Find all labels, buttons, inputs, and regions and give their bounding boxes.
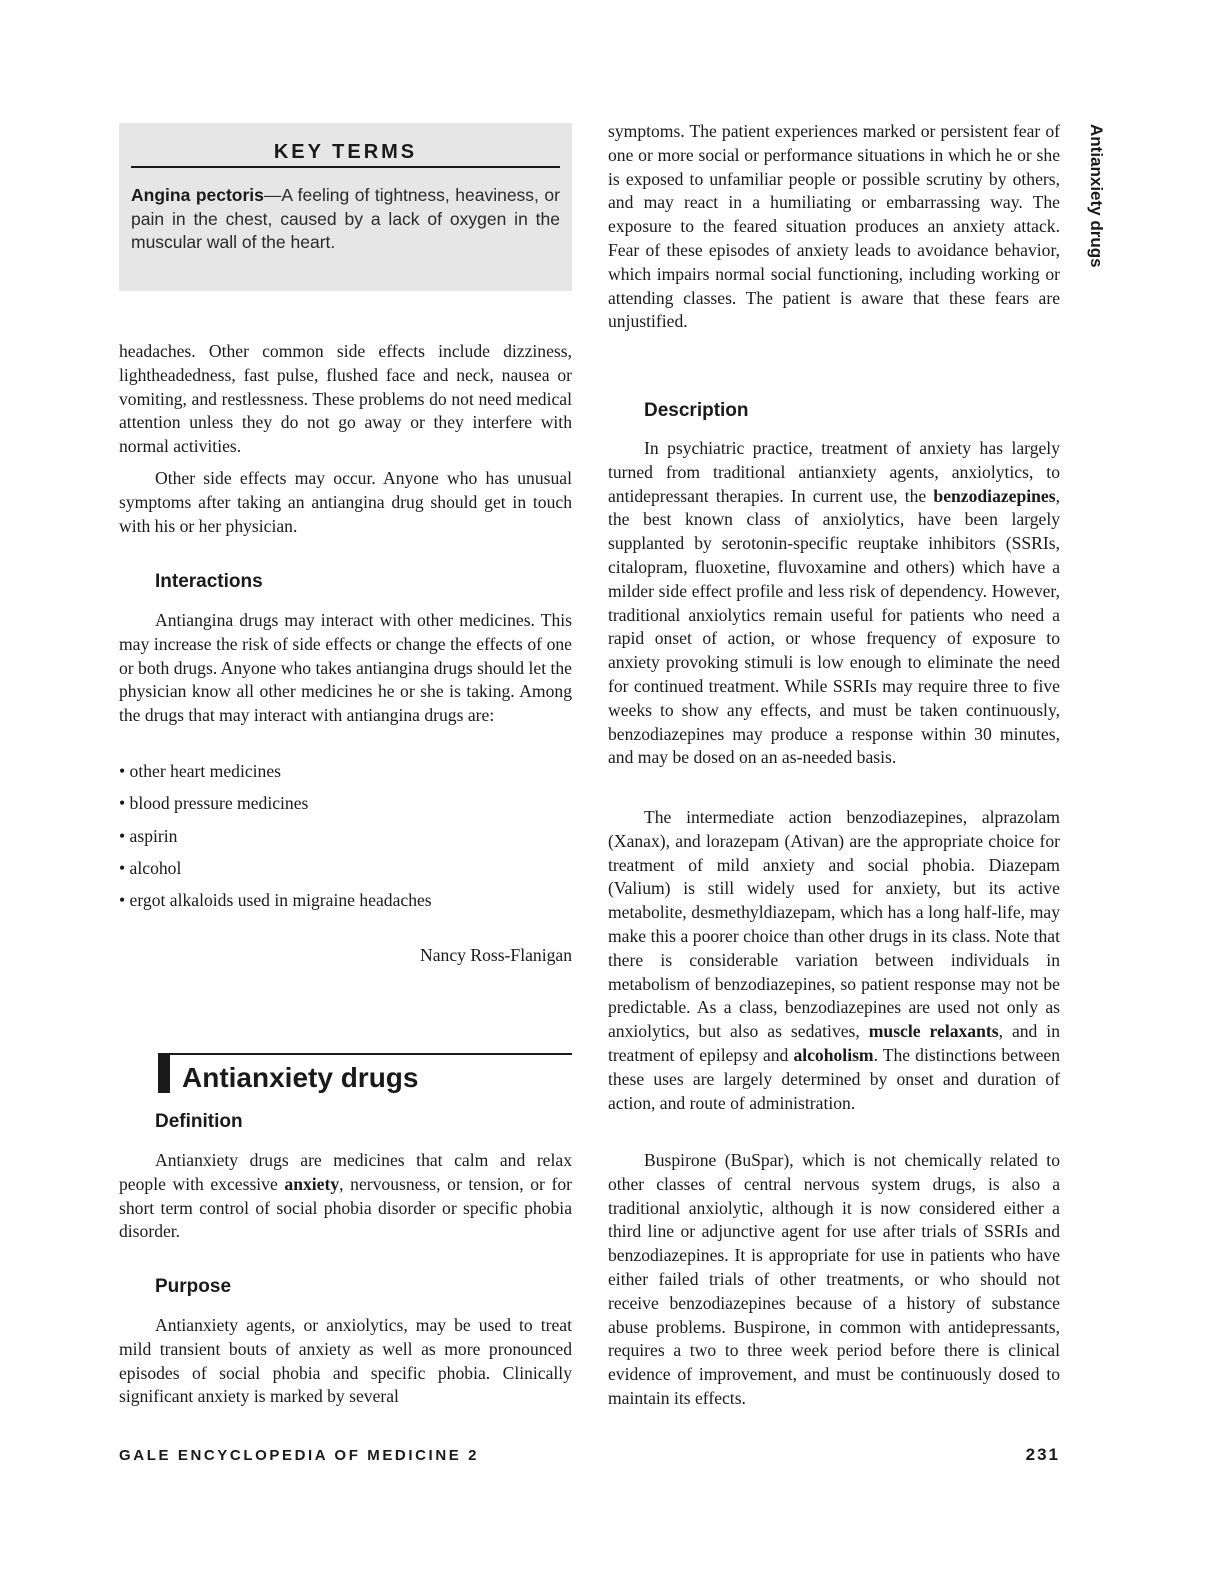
bullet-item: • aspirin	[119, 826, 178, 846]
desc-p1-text-a: In psychiatric practice, treatment of anxiety has largely turned from traditional antianxiety agents, anxiolytics, to antidepressant therapies. In current use, the	[608, 438, 1060, 506]
desc-p2-text-a: The intermediate action benzodiazepines, alprazolam (Xanax), and lorazepam (Ativan) are the appropriate choice for treatment of mild anxiety and social phobia. Diazepam (Valium) is still widely used for anxiety, but its active metabolite, desmethyldiazepam, which has a long half-life, may make this a poorer choice than other drugs in its class. Note that there is considerable variation between individuals in metabolism of benzodiazepines, so patient response may not be predictable. As a class, benzodiazepines are used not only as anxiolytics, but also as sedatives,	[608, 807, 1060, 1042]
key-term-name: Angina pectoris	[131, 185, 264, 205]
desc-p2-text-b: , and in treatment of epilepsy and	[608, 1021, 1060, 1065]
key-term-definition	[131, 184, 560, 255]
key-term-text: —A feeling of tightness, heaviness, or pain in the chest, caused by a lack of oxygen in the muscular wall of the heart.	[131, 185, 560, 252]
bullet-item: • ergot alkaloids used in migraine headaches	[119, 890, 432, 910]
key-terms-box	[119, 123, 572, 291]
bullet-item: • blood pressure medicines	[119, 793, 309, 813]
side-tab	[1086, 124, 1116, 274]
purpose-heading: Purpose	[155, 1276, 232, 1297]
definition-text-b: , nervousness, or tension, or for short term control of social phobia disorder or specific phobia disorder.	[119, 1173, 572, 1242]
description-paragraph-1	[608, 437, 1060, 770]
purpose-paragraph: Antianxiety agents, or anxiolytics, may be used to treat mild transient bouts of anxiety as well as more pronounced episodes of social phobia and specific phobia. Clinically significant anxiety is marked by several	[119, 1315, 572, 1407]
bullet-item: • alcohol	[119, 858, 182, 878]
bullet-item: • other heart medicines	[119, 761, 281, 781]
definition-paragraph	[119, 1149, 572, 1244]
author-credit: Nancy Ross-Flanigan	[420, 945, 572, 965]
entry-title-rule	[158, 1053, 572, 1055]
left-paragraph-2: Other side effects may occur. Anyone who has unusual symptoms after taking an antiangina drug should get in touch with his or her physician.	[119, 468, 572, 536]
desc-p2-text-c: . The distinctions between these uses are largely determined by onset and duration of action, and route of administration.	[608, 1044, 1061, 1113]
left-paragraph-1: headaches. Other common side effects include dizziness, lightheadedness, fast pulse, flushed face and neck, nausea or vomiting, and restlessness. These problems do not need medical attention unless they do not go away or they interfere with normal activities.	[119, 341, 572, 457]
description-heading: Description	[644, 400, 749, 421]
desc-p1-text-b: , the best known class of anxiolytics, have been largely supplanted by serotonin-specific reuptake inhibitors (SSRIs, citalopram, fluoxetine, fluvoxamine and others) which have a milder side effect profile and less risk of dependency. However, traditional anxiolytics remain useful for patients who need a rapid onset of action, or whose frequency of exposure to anxiety provoking stimuli is low enough to eliminate the need for continued treatment. While SSRIs may require three to five weeks to show any effects, and must be taken continuously, benzodiazepines may produce a response within 30 minutes, and may be dosed on an as-needed basis.	[608, 485, 1060, 768]
definition-heading: Definition	[155, 1111, 243, 1132]
interactions-paragraph: Antiangina drugs may interact with other medicines. This may increase the risk of side effects or change the effects of one or both drugs. Anyone who takes antiangina drugs should let the physician know all other medicines he or she is taking. Among the drugs that may interact with antiangina drugs are:	[119, 610, 572, 726]
footer-page-number: 231	[1025, 1445, 1060, 1464]
description-paragraph-2	[608, 806, 1060, 1115]
description-paragraph-3: Buspirone (BuSpar), which is not chemically related to other classes of central nervous system drugs, is also a traditional anxiolytic, although it is now considered either a third line or adjunctive agent for use after trials of SSRIs and benzodiazepines. It is appropriate for use in patients who have either failed trials of other treatments, or who should not receive benzodiazepines because of a history of substance abuse problems. Buspirone, in common with antidepressants, requires a two to three week period before there is clinical evidence of improvement, and must be continuously dosed to maintain its effects.	[608, 1150, 1060, 1408]
definition-text-a: Antianxiety drugs are medicines that calm and relax people with excessive	[119, 1150, 572, 1194]
right-paragraph-1: symptoms. The patient experiences marked or persistent fear of one or more social or performance situations in which he or she is exposed to unfamiliar people or possible scrutiny by others, and may react in a humiliating or embarrassing way. The exposure to the feared situation produces an anxiety attack. Fear of these episodes of anxiety leads to avoidance behavior, which impairs normal social functioning, including working or attending classes. The patient is aware that these fears are unjustified.	[608, 121, 1060, 332]
interactions-heading: Interactions	[155, 571, 263, 592]
side-tab-label: Antianxiety drugs	[1087, 124, 1106, 268]
entry-title-bar	[158, 1053, 170, 1093]
definition-bold-anxiety: anxiety	[284, 1173, 340, 1194]
footer-publication: GALE ENCYCLOPEDIA OF MEDICINE 2	[119, 1447, 480, 1464]
entry-title: Antianxiety drugs	[182, 1062, 419, 1093]
desc-p1-bold: benzodiazepines	[933, 485, 1056, 506]
key-terms-title: KEY TERMS	[131, 141, 560, 168]
desc-p2-bold-alcoholism: alcoholism	[793, 1044, 874, 1065]
desc-p2-bold-muscle-relaxants: muscle relaxants	[868, 1021, 999, 1042]
